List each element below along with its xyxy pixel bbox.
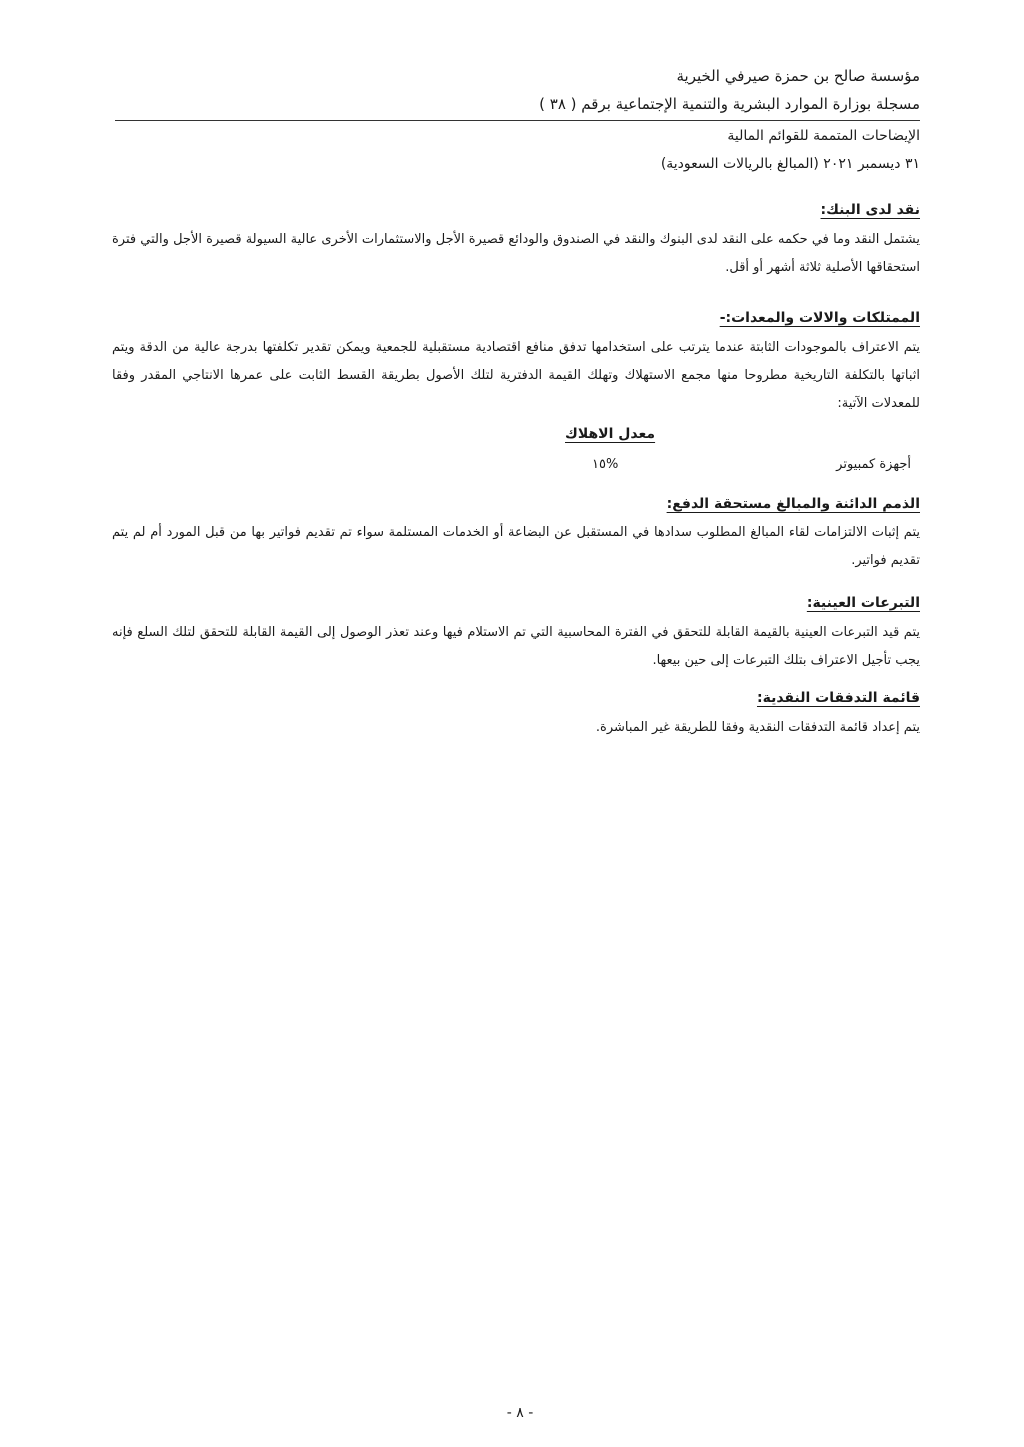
organization-name: مؤسسة صالح بن حمزة صيرفي الخيرية bbox=[676, 67, 920, 85]
statement-title: الإيضاحات المتممة للقوائم المالية bbox=[727, 128, 920, 144]
page-number: - ٨ - bbox=[506, 1405, 534, 1421]
section-text-payables: يتم إثبات الالتزامات لقاء المبالغ المطلوب سدادها في المستقبل عن البضاعة أو الخدمات المستلمة سواء تم تقديم فواتير بها من قبل المورد أم لم يتم تقديم فواتير. bbox=[112, 525, 920, 568]
section-heading-cashflow: قائمة التدفقات النقدية: bbox=[756, 690, 920, 706]
section-text-cash: يشتمل النقد وما في حكمه على النقد لدى البنوك والنقد في الصندوق والودائع قصيرة الأجل والاستثمارات الأخرى عالية السيولة قصيرة الأجل والتي فترة استحقاقها الأصلية ثلاثة أشهر أو أقل. bbox=[112, 232, 920, 275]
statement-date: ٣١ ديسمبر ٢٠٢١ (المبالغ بالريالات السعودية) bbox=[660, 156, 920, 172]
section-text-donations: يتم قيد التبرعات العينية بالقيمة القابلة للتحقق في الفترة المحاسبية التي تم الاستلام فيها وعند تعذر الوصول إلى القيمة القابلة للتحقق لتلك السلع فإنه يجب تأجيل الاعتراف بتلك التبرعات إلى حين بيعها. bbox=[112, 625, 920, 668]
depreciation-rate-heading: معدل الاهلاك bbox=[565, 426, 656, 442]
depreciation-rate-value: ١٥% bbox=[592, 457, 619, 472]
section-text-property: يتم الاعتراف بالموجودات الثابتة عندما يترتب على استخدامها تدفق منافع اقتصادية مستقبلية للجمعية ويمكن تقدير تكلفتها بدرجة عالية من الدقة ويتم اثباتها بالتكلفة التاريخية مطروحا منها مجمع الاستهلاك وتهلك القيمة الدفترية لتلك الأصول بطريقة القسط الثابت على عمرها الانتاجي المقدر وفقا للمعدلات الآتية: bbox=[112, 340, 920, 411]
depreciation-asset-name: أجهزة كمبيوتر bbox=[836, 457, 911, 472]
section-heading-property: الممتلكات والالات والمعدات:- bbox=[719, 310, 920, 326]
section-heading-cash: نقد لدى البنك: bbox=[820, 202, 920, 218]
section-heading-payables: الذمم الدائنة والمبالغ مستحقة الدفع: bbox=[666, 496, 920, 512]
section-text-cashflow: يتم إعداد قائمة التدفقات النقدية وفقا للطريقة غير المباشرة. bbox=[595, 720, 920, 735]
section-heading-donations: التبرعات العينية: bbox=[806, 595, 920, 611]
registration-line: مسجلة بوزارة الموارد البشرية والتنمية الإجتماعية برقم ( ٣٨ ) bbox=[539, 95, 920, 113]
header-rule bbox=[115, 120, 920, 121]
